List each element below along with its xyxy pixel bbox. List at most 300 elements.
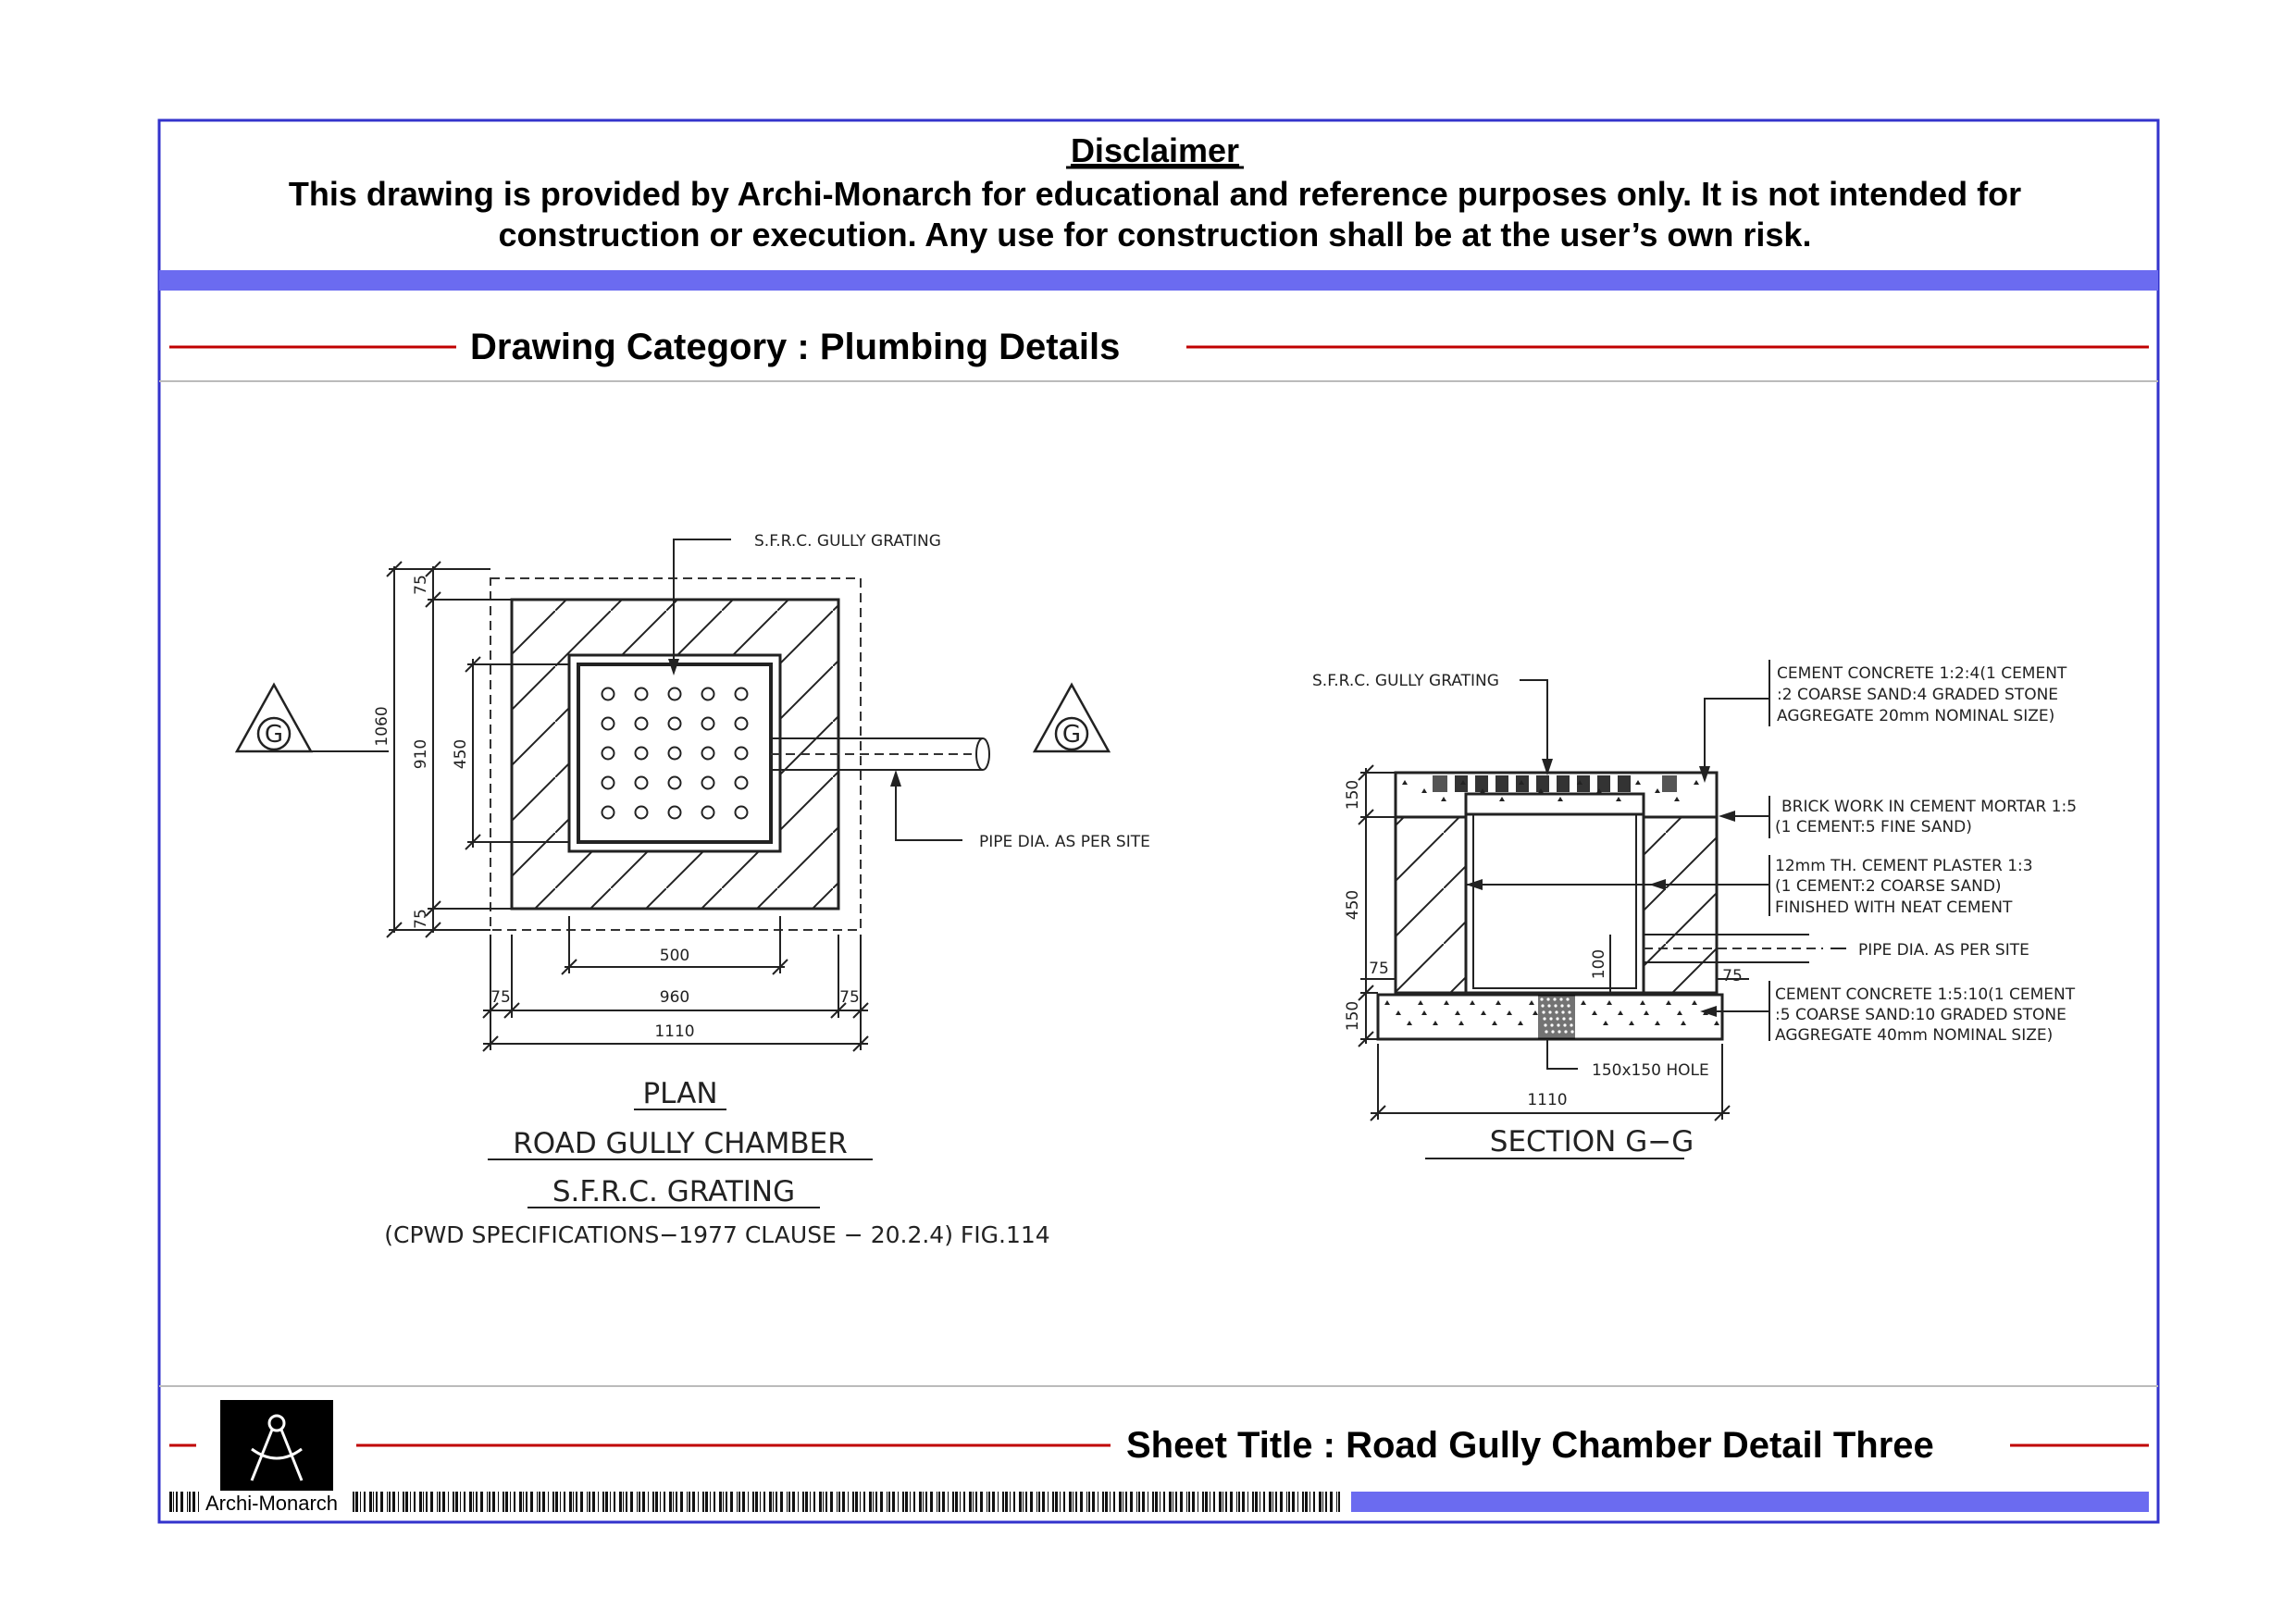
barcode-bar [664,1492,665,1512]
section-dim-75-left: 75 [1369,960,1389,978]
aggregate-speck [1570,1023,1572,1026]
barcode-bar [810,1492,811,1512]
barcode-bar [1272,1492,1273,1512]
barcode-bar [855,1492,858,1512]
barcode-bar [173,1492,174,1512]
barcode-bar [552,1492,554,1512]
grating-bar [1475,775,1488,792]
barcode-bar [805,1492,808,1512]
barcode-bar [405,1492,408,1512]
grating-hole [669,807,681,819]
barcode-bar [848,1492,849,1512]
barcode-bar [788,1492,790,1512]
barcode-bar [825,1492,827,1512]
barcode-bar [455,1492,458,1512]
aggregate-speck [1569,1017,1571,1020]
barcode-bar [626,1492,627,1512]
note-brick-1: BRICK WORK IN CEMENT MORTAR 1:5 [1781,798,2078,816]
barcode-bar [605,1492,608,1512]
brand-label: Archi-Monarch [205,1492,339,1515]
barcode-bar [630,1492,633,1512]
barcode-bar [639,1492,640,1512]
barcode-bar [1255,1492,1258,1512]
barcode-bar [473,1492,474,1512]
barcode-bar [587,1492,588,1512]
aggregate-speck [1570,1030,1573,1033]
barcode-bar [669,1492,672,1512]
plan-horizontal-dimensions [483,916,868,1051]
aggregate-speck [1542,1010,1545,1013]
barcode-bar [530,1492,533,1512]
barcode-bar [1297,1492,1298,1512]
grating-hole [702,807,714,819]
grating-bar [1618,775,1631,792]
aggregate-speck [1546,997,1549,1000]
barcode-bar [492,1492,495,1512]
barcode-bar [1222,1492,1223,1512]
note-plaster-1: 12mm TH. CEMENT PLASTER 1:3 [1775,857,2033,875]
barcode-bar [537,1492,538,1512]
plan-dim-450: 450 [452,738,470,770]
barcode-bar [1180,1492,1183,1512]
plan-dim-75-top: 75 [412,575,430,595]
barcode-bar [1030,1492,1033,1512]
aggregate-speck [1567,1004,1570,1007]
barcode-bar [169,1492,172,1512]
barcode-bar [1313,1492,1315,1512]
barcode-bar [1048,1492,1049,1512]
aggregate-speck [1549,1017,1552,1020]
barcode-bar [389,1492,391,1512]
section-grating-leader [1520,680,1547,770]
barcode-bar [1280,1492,1283,1512]
barcode-bar [660,1492,661,1512]
barcode-bar [602,1492,604,1512]
barcode-bar [439,1492,441,1512]
aggregate-speck [1556,1017,1558,1020]
barcode-bar [398,1492,399,1512]
aggregate-speck [1544,1023,1546,1026]
aggregate-speck [1557,1023,1559,1026]
barcode-bar [619,1492,622,1512]
barcode-bar [1336,1492,1337,1512]
category-header [159,327,2158,381]
barcode-bar [1205,1492,1208,1512]
barcode-bar [1163,1492,1165,1512]
barcode-bar [514,1492,515,1512]
barcode-bar [952,1492,954,1512]
barcode-bar [738,1492,740,1512]
aggregate-speck [1564,1030,1567,1033]
barcode-bar [863,1492,865,1512]
grating-hole [602,718,614,730]
barcode-bar [1113,1492,1115,1512]
barcode-bar [453,1492,454,1512]
barcode-bar [526,1492,527,1512]
barcode-bar [792,1492,795,1512]
barcode-bar [1080,1492,1083,1512]
barcode-bar [442,1492,445,1512]
barcode-bar [576,1492,577,1512]
barcode-bar [373,1492,374,1512]
barcode-bar [569,1492,572,1512]
barcode-bar [1319,1492,1322,1512]
aggregate-speck [1540,997,1543,1000]
barcode-bar [487,1492,488,1512]
barcode-bar [723,1492,724,1512]
barcode-bar [198,1492,199,1512]
plan-dim-75-bottom: 75 [412,909,430,929]
barcode-bar [714,1492,715,1512]
grating-hole [702,777,714,789]
barcode-bar [503,1492,504,1512]
barcode-bar [1075,1492,1077,1512]
barcode-bar [573,1492,574,1512]
barcode-bar [955,1492,958,1512]
barcode-bar [1036,1492,1037,1512]
barcode-bar [852,1492,854,1512]
barcode-bar [776,1492,777,1512]
grating-hole [636,718,648,730]
barcode-bar [637,1492,638,1512]
barcode-bar [542,1492,545,1512]
barcode-bar [689,1492,690,1512]
section-left-wall [1396,817,1466,993]
plan-subtitle-grating: S.F.R.C. GRATING [552,1175,796,1208]
section-dim-150-bottom: 150 [1344,1000,1362,1032]
barcode-bar [1188,1492,1190,1512]
barcode-bar [1186,1492,1187,1512]
barcode-bar [364,1492,366,1512]
barcode-bar [448,1492,449,1512]
grating-hole [636,807,648,819]
aggregate-speck [1568,1010,1570,1013]
barcode-bar [1288,1492,1290,1512]
barcode-bar [1230,1492,1233,1512]
aggregate-speck [1558,1030,1560,1033]
barcode-bar [610,1492,611,1512]
barcode-bar [652,1492,654,1512]
barcode-bar [1302,1492,1304,1512]
footer-block [159,1386,2158,1515]
aggregate-speck [1553,997,1556,1000]
barcode-bar [560,1492,561,1512]
barcode-bar [888,1492,890,1512]
barcode-bar [748,1492,749,1512]
barcode-bar [476,1492,478,1512]
plan-view [237,532,1150,1248]
aggregate-speck [1541,1004,1544,1007]
barcode-bar [498,1492,499,1512]
barcode-bar [823,1492,824,1512]
barcode-bar [1073,1492,1074,1512]
grating-bar [1496,775,1508,792]
barcode-bar [623,1492,624,1512]
barcode-bar [430,1492,433,1512]
barcode-bar [710,1492,711,1512]
aggregate-speck [1563,1023,1566,1026]
barcode-bar [489,1492,490,1512]
grating-hole [669,688,681,700]
section-view [1312,660,2077,1158]
barcode-bar [802,1492,804,1512]
grating-hole [669,777,681,789]
barcode-bar [842,1492,845,1512]
section-grating-label: S.F.R.C. GULLY GRATING [1312,672,1499,690]
barcode-bar [942,1492,945,1512]
grating-hole [702,748,714,760]
section-right-wall [1644,817,1717,993]
plan-title: PLAN [642,1077,718,1110]
barcode-bar [1110,1492,1111,1512]
barcode-bar [892,1492,895,1512]
barcode-bar [702,1492,704,1512]
section-grating-frame [1466,794,1644,814]
plan-pipe-label: PIPE DIA. AS PER SITE [979,833,1150,851]
aggregate-speck [1554,1004,1557,1007]
barcode-bar [960,1492,961,1512]
aggregate-speck [1559,997,1562,1000]
barcode-bar [719,1492,722,1512]
barcode-bar [1060,1492,1061,1512]
barcode-bar [838,1492,840,1512]
aggregate-speck [1566,997,1569,1000]
barcode-bar [1169,1492,1172,1512]
barcode-bar [1338,1492,1340,1512]
section-dim-75-right: 75 [1722,967,1743,985]
barcode-bar [353,1492,354,1512]
barcode-bar [519,1492,522,1512]
section-dim-150-top: 150 [1344,779,1362,811]
barcode-bar [510,1492,511,1512]
barcode-bar [1102,1492,1104,1512]
barcode-bar [880,1492,883,1512]
grating-hole [736,718,748,730]
barcode-bar [1175,1492,1177,1512]
note-plaster-3: FINISHED WITH NEAT CEMENT [1775,898,2013,917]
note-cc-base-3: AGGREGATE 40mm NOMINAL SIZE) [1775,1026,2054,1045]
barcode-bar [860,1492,861,1512]
barcode-bar [1019,1492,1022,1512]
barcode-bar [523,1492,524,1512]
section-dim-100: 100 [1590,948,1608,980]
barcode-bar [830,1492,833,1512]
aggregate-speck [1562,1017,1565,1020]
barcode-bar [676,1492,677,1512]
note-cc-top-3: AGGREGATE 20mm NOMINAL SIZE) [1777,707,2055,725]
barcode-bar [1023,1492,1024,1512]
grating-hole [669,748,681,760]
barcode-bar [873,1492,874,1512]
barcode-bar [505,1492,508,1512]
barcode-bar [1269,1492,1272,1512]
disclaimer-heading: Disclaimer [1070,131,1240,169]
aggregate-speck [1551,1030,1554,1033]
barcode-bar [742,1492,745,1512]
barcode-bar [192,1492,195,1512]
footer-accent-bar [1351,1492,2149,1512]
barcode-bar [980,1492,983,1512]
barcode-bar [1275,1492,1277,1512]
grating-hole [602,748,614,760]
note-pipe: PIPE DIA. AS PER SITE [1858,941,2029,960]
barcode-bar [1219,1492,1222,1512]
note-cc-base-2: :5 COARSE SAND:10 GRADED STONE [1775,1006,2066,1024]
barcode-bar [752,1492,754,1512]
grating-hole [636,688,648,700]
plan-title-block [384,1077,1049,1248]
barcode-bar [948,1492,949,1512]
barcode-bar [1292,1492,1295,1512]
plan-dim-75-left: 75 [490,988,511,1007]
barcode-bar [763,1492,765,1512]
barcode-bar [813,1492,815,1512]
barcode-bar [869,1492,872,1512]
barcode-bar [769,1492,772,1512]
barcode-bar [705,1492,708,1512]
barcode-bar [1286,1492,1287,1512]
barcode-bar [1305,1492,1308,1512]
sheet-title: Sheet Title : Road Gully Chamber Detail Three [1126,1425,1934,1466]
barcode-bar [460,1492,461,1512]
grating-hole [702,718,714,730]
barcode-bar [369,1492,372,1512]
barcode-bar [910,1492,911,1512]
barcode-bar [548,1492,549,1512]
disclaimer-block [289,131,2021,254]
barcode-bar [692,1492,695,1512]
barcode-bar [938,1492,940,1512]
aggregate-speck [1550,1023,1553,1026]
barcode-bar [1069,1492,1072,1512]
barcode-bar [902,1492,904,1512]
aggregate-speck [1555,1010,1558,1013]
note-cc-top-2: :2 COARSE SAND:4 GRADED STONE [1777,686,2059,704]
barcode-bar [1125,1492,1127,1512]
barcode-bar [919,1492,922,1512]
grating-hole [702,688,714,700]
barcode-bar [555,1492,558,1512]
barcode-bar [798,1492,799,1512]
barcode-bar [905,1492,908,1512]
category-label: Drawing Category : Plumbing Details [470,327,1121,367]
barcode-bar [913,1492,915,1512]
barcode-bar [392,1492,395,1512]
barcode-bar [773,1492,774,1512]
barcode-bar [642,1492,645,1512]
grating-hole [636,748,648,760]
barcode-bar [592,1492,595,1512]
plan-dim-75-right: 75 [839,988,860,1007]
barcode-bar [1192,1492,1195,1512]
section-dim-450: 450 [1344,889,1362,921]
barcode-bar [1252,1492,1254,1512]
grating-hole [736,748,748,760]
barcode-bar [1055,1492,1058,1512]
barcode-bar [875,1492,877,1512]
barcode-bar [1155,1492,1158,1512]
barcode-bar [1330,1492,1333,1512]
plan-pipe-leader [896,775,962,840]
barcode-bar [1242,1492,1245,1512]
barcode-bar [189,1492,191,1512]
barcode-bar [787,1492,788,1512]
barcode-bar [580,1492,583,1512]
barcode-bar [1236,1492,1237,1512]
barcode-bar [598,1492,599,1512]
barcode-bar [1013,1492,1015,1512]
barcode-bar [730,1492,733,1512]
barcode-bar [726,1492,727,1512]
barcode-bar [1042,1492,1045,1512]
barcode-bar [655,1492,658,1512]
barcode-bar [673,1492,674,1512]
plan-dim-960: 960 [659,988,690,1007]
grating-seat [1662,775,1677,792]
aggregate-speck [1547,1004,1550,1007]
section-chamber [1466,814,1644,993]
barcode-bar [1119,1492,1122,1512]
plan-dim-1060: 1060 [373,706,391,747]
barcode-bar [1225,1492,1227,1512]
barcode-bar [969,1492,972,1512]
barcode-bar [1322,1492,1323,1512]
plan-dim-500: 500 [659,947,690,965]
barcode-bar [1247,1492,1248,1512]
aggregate-speck [1560,1004,1563,1007]
barcode-bar [973,1492,974,1512]
plan-dim-1110: 1110 [654,1022,695,1041]
barcode-bar [1002,1492,1004,1512]
grating-hole [669,718,681,730]
barcode-bar [355,1492,358,1512]
barcode-bar [998,1492,999,1512]
note-plaster-2: (1 CEMENT:2 COARSE SAND) [1775,877,2002,896]
barcode-bar [426,1492,428,1512]
barcode-bar [1202,1492,1204,1512]
plan-subtitle-chamber: ROAD GULLY CHAMBER [513,1127,848,1160]
barcode-bar [898,1492,899,1512]
section-dim-1110: 1110 [1527,1091,1568,1109]
plan-specification: (CPWD SPECIFICATIONS−1977 CLAUSE − 20.2.4) FIG.114 [384,1221,1050,1248]
barcode-bar [698,1492,699,1512]
disclaimer-line-2: construction or execution. Any use for construction shall be at the user’s own risk. [498,216,1812,254]
barcode-bar [1005,1492,1008,1512]
barcode-bar [755,1492,758,1512]
section-marker-left-label: G [264,721,284,749]
barcode-bar [963,1492,965,1512]
barcode-bar [1010,1492,1011,1512]
barcode-bar [480,1492,483,1512]
disclaimer-line-1: This drawing is provided by Archi-Monarch for educational and reference purposes only. It is not intended for [288,175,2022,213]
barcode-bar [376,1492,378,1512]
barcode-bar [923,1492,924,1512]
barcode-bar [648,1492,649,1512]
grating-hole [736,688,748,700]
barcode-bar [1238,1492,1240,1512]
barcode-bar [837,1492,838,1512]
plan-dim-910: 910 [412,738,430,770]
barcode-bar [614,1492,615,1512]
barcode-bar [539,1492,540,1512]
barcode-bar [930,1492,933,1512]
barcode-bar [1136,1492,1137,1512]
grating-bar [1557,775,1570,792]
note-hole: 150x150 HOLE [1592,1061,1709,1080]
barcode-bar [1052,1492,1054,1512]
aggregate-speck [1543,1017,1545,1020]
plan-grating-label: S.F.R.C. GULLY GRATING [754,532,941,551]
